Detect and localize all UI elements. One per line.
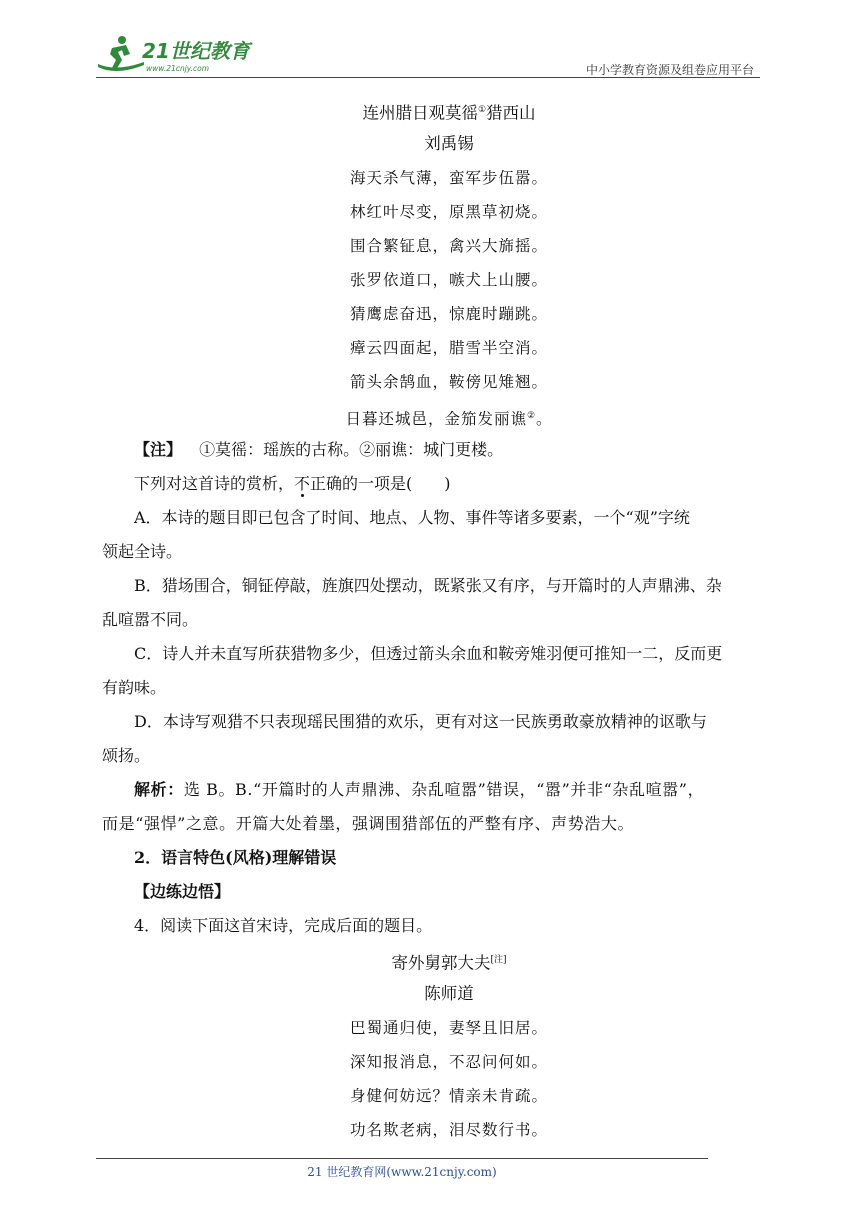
poem1-line: 海天杀气薄，蛮军步伍嚣。 [349, 169, 548, 187]
analysis-label: 解析： [134, 780, 184, 799]
poem1-line: 张罗依道口，嗾犬上山腰。 [349, 271, 548, 289]
note-text: ①莫徭：瑶族的古称。②丽谯：城门更楼。 [199, 440, 504, 459]
platform-name: 中小学教育资源及组卷应用平台 [585, 63, 754, 77]
svg-text:21世纪教育: 21世纪教育 [142, 39, 250, 63]
poem1-line: 围合繁钲息，禽兴大旆摇。 [349, 237, 548, 255]
poem2-line: 深知报消息，不忍问何如。 [349, 1053, 548, 1071]
footer-text[interactable]: 21 世纪教育网(www.21cnjy.com) [307, 1165, 497, 1179]
option-d: D．本诗写观猎不只表现瑶民围猎的欢乐，更有对这一民族勇敢豪放精神的讴歌与 颂扬。 [102, 712, 707, 765]
header-divider [96, 77, 760, 78]
poem2-line: 身健何妨远？情亲未肯疏。 [349, 1087, 548, 1105]
poem1-line: 箭头余鹄血，鞍傍见雉翘。 [349, 373, 548, 391]
question-stem: 下列对这首诗的赏析，不正确的一项是( ) [134, 474, 451, 493]
poem1-last-line: 日暮还城邑，金笳发丽谯②。 [345, 410, 553, 429]
poem1-line: 猜鹰虑奋迅，惊鹿时蹦跳。 [349, 305, 548, 323]
question-4: 4．阅读下面这首宋诗，完成后面的题目。 [134, 916, 433, 935]
option-a: A．本诗的题目即已包含了时间、地点、人物、事件等诸多要素，一个“观”字统 领起全诗。 [102, 508, 690, 561]
poem2-author: 陈师道 [424, 984, 474, 1003]
svg-text:www.21cnjy.com: www.21cnjy.com [146, 64, 210, 73]
analysis: 解析：选 B。B.“开篇时的人声鼎沸、杂乱喧嚣”错误，“嚣”并非“杂乱喧嚣”， 而是“强悍”之意。开篇大处着墨，强调围猎部伍的严整有序、声势浩大。 [102, 780, 705, 833]
poem1-line: 瘴云四面起，腊雪半空消。 [349, 339, 548, 357]
poem1-title: 连州腊日观莫徭①猎西山 [362, 103, 536, 123]
option-c: C．诗人并未直写所获猎物多少，但透过箭头余血和鞍旁雉羽便可推知一二，反而更 有韵味。 [102, 644, 723, 697]
section-heading: 2．语言特色(风格)理解错误 [134, 848, 337, 867]
emphasis-dot-char: 不 [294, 474, 311, 493]
poem1-line: 林红叶尽变，原黑草初烧。 [349, 203, 548, 221]
footer-divider [96, 1158, 708, 1159]
site-logo [96, 34, 266, 74]
poem2-line: 功名欺老病，泪尽数行书。 [349, 1121, 548, 1139]
option-b: B．猎场围合，铜钲停敲，旌旗四处摆动，既紧张又有序，与开篇时的人声鼎沸、杂 乱喧嚣不同。 [102, 576, 722, 629]
note [134, 433, 764, 467]
note-label: 【注】 [134, 440, 183, 459]
poem1-author: 刘禹锡 [424, 134, 474, 153]
document-body [102, 93, 764, 1147]
poem2-line: 巴蜀通归使，妻孥且旧居。 [349, 1019, 548, 1037]
page-header [96, 30, 760, 78]
poem2-title: 寄外舅郭大夫[注] [391, 953, 507, 973]
practice-heading: 【边练边悟】 [134, 882, 231, 901]
